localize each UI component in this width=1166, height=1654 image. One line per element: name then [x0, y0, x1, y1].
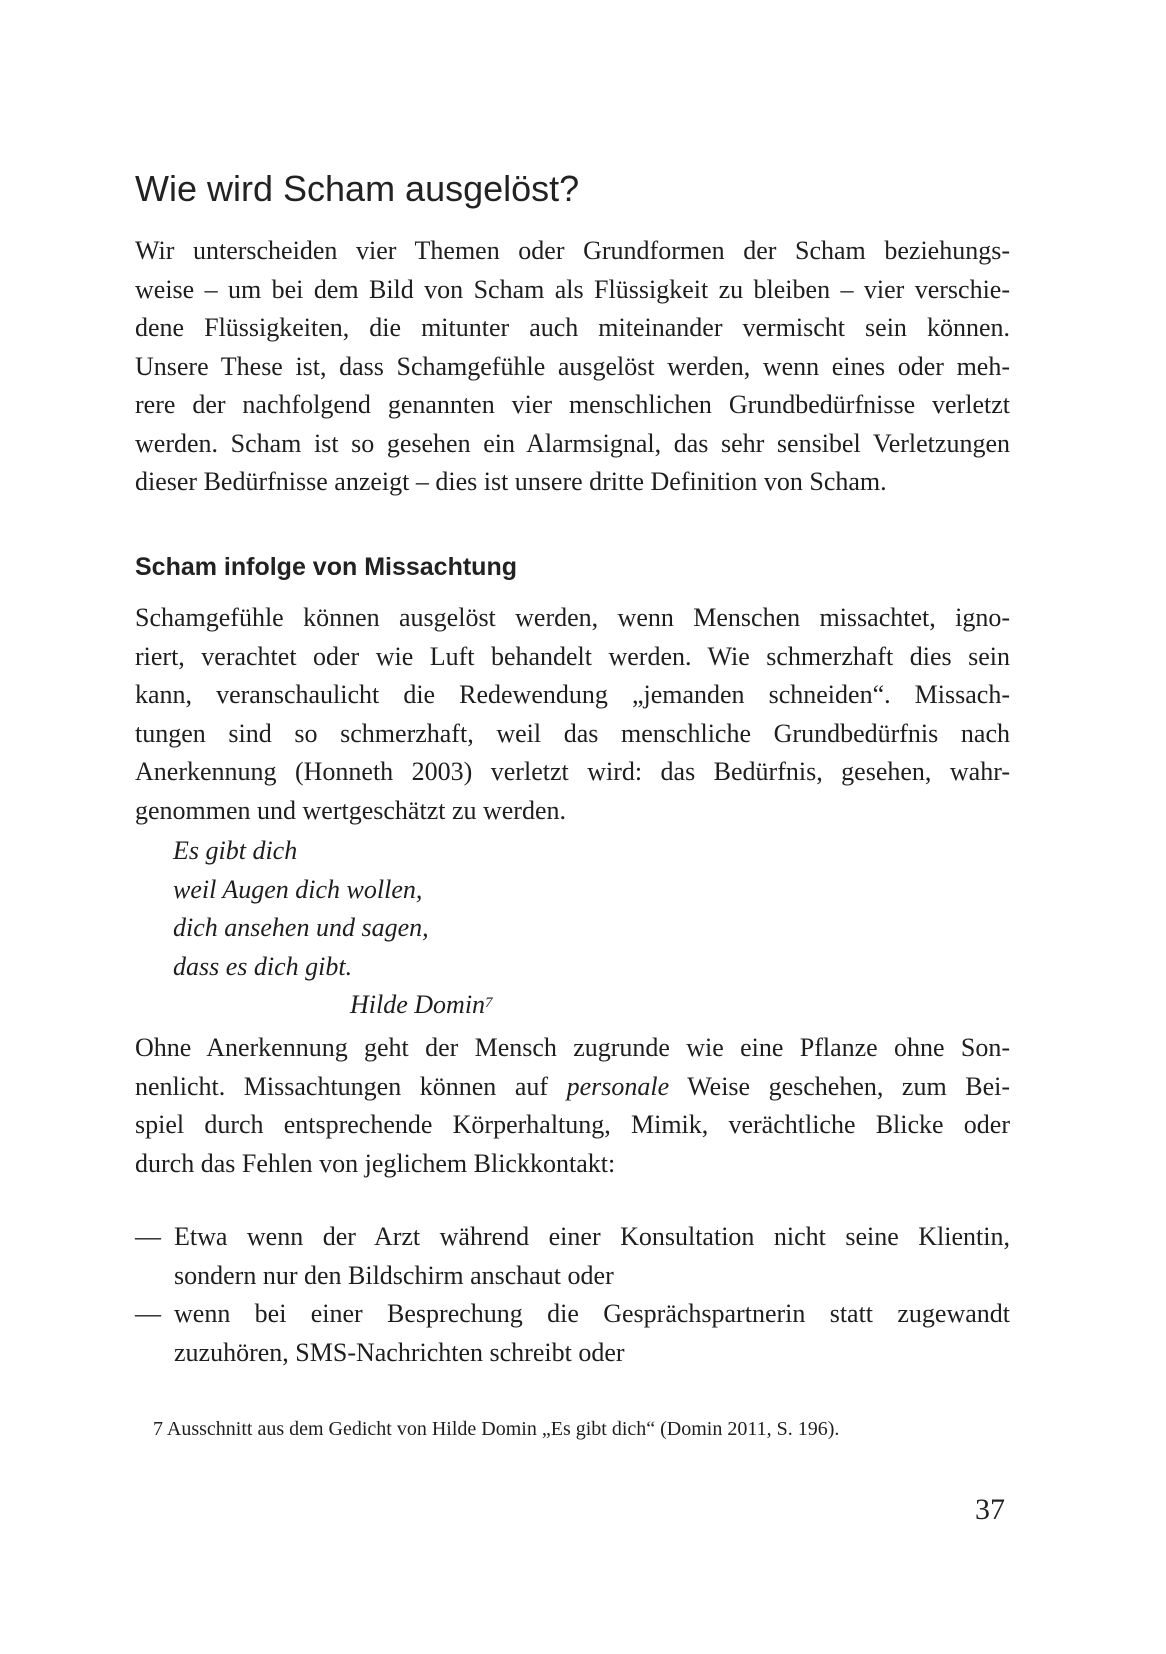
anerkennung-paragraph: [135, 1029, 1010, 1183]
text-line: dieser Bedürfnisse anzeigt – dies ist unsere dritte Definition von Scham.: [135, 467, 887, 496]
poem-line: weil Augen dich wollen,: [173, 874, 423, 904]
text-span: Weise geschehen, zum Bei-: [669, 1071, 1010, 1101]
poem-line: dass es dich gibt.: [173, 951, 353, 981]
footnote: 7 Ausschnitt aus dem Gedicht von Hilde Domin „Es gibt dich“ (Domin 2011, S. 196).: [153, 1418, 840, 1440]
text-line: riert, verachtet oder wie Luft behandelt werden. Wie schmerzhaft dies sein: [135, 641, 1010, 671]
text-line: sondern nur den Bildschirm anschaut oder: [174, 1260, 614, 1290]
dash-list: [135, 1218, 1010, 1372]
text-line: dene Flüssigkeiten, die mitunter auch miteinander vermischt sein können.: [135, 313, 1010, 342]
text-line: Ohne Anerkennung geht der Mensch zugrunde wie eine Pflanze ohne Son-: [135, 1033, 1010, 1062]
text-span: nenlicht. Missachtungen können auf: [135, 1071, 567, 1101]
page-number: 37: [975, 1493, 1005, 1526]
poem-quote: [173, 832, 493, 1025]
text-line: weise – um bei dem Bild von Scham als Flüssigkeit zu bleiben – vier verschie-: [135, 274, 1010, 304]
poem-line: Es gibt dich: [173, 836, 298, 865]
missachtung-paragraph: [135, 599, 1010, 830]
list-item: [135, 1218, 1010, 1295]
dash-bullet: —: [135, 1299, 161, 1328]
text-line: rere der nachfolgend genannten vier menschlichen Grundbedürfnisse verletzt: [135, 390, 1010, 419]
poem-author: [173, 986, 493, 1025]
text-line: Unsere These ist, dass Schamgefühle ausgelöst werden, wenn eines oder meh-: [135, 351, 1010, 381]
text-line: tungen sind so schmerzhaft, weil das menschliche Grundbedürfnis nach: [135, 718, 1010, 748]
list-item: [135, 1295, 1010, 1372]
subheading: Scham infolge von Missachtung: [135, 553, 517, 581]
text-line: werden. Scham ist so gesehen ein Alarmsignal, das sehr sensibel Verletzungen: [135, 428, 1010, 458]
text-line: zuzuhören, SMS-Nachrichten schreibt oder: [174, 1337, 625, 1367]
text-line: Wir unterscheiden vier Themen oder Grundformen der Scham beziehungs-: [135, 236, 1010, 265]
section-heading: Wie wird Scham ausgelöst?: [135, 168, 580, 209]
dash-bullet: —: [135, 1222, 161, 1251]
emphasis-personale: personale: [566, 1071, 670, 1101]
text-line: kann, veranschaulicht die Redewendung „jemanden schneiden“. Missach-: [135, 680, 1010, 709]
intro-paragraph: [135, 232, 1010, 502]
text-line: wenn bei einer Besprechung die Gesprächspartnerin statt zugewandt: [174, 1299, 1010, 1328]
text-line: Schamgefühle können ausgelöst werden, wenn Menschen missachtet, igno-: [135, 603, 1010, 632]
poem-line: dich ansehen und sagen,: [173, 913, 429, 942]
footnote-ref: 7: [485, 995, 493, 1011]
text-line: durch das Fehlen von jeglichem Blickkontakt:: [135, 1148, 616, 1178]
text-line: spiel durch entsprechende Körperhaltung, Mimik, verächtliche Blicke oder: [135, 1110, 1010, 1139]
text-line: [135, 1068, 1010, 1107]
text-line: Anerkennung (Honneth 2003) verletzt wird: das Bedürfnis, gesehen, wahr-: [135, 757, 1010, 786]
poem-author-name: Hilde Domin: [350, 990, 486, 1019]
text-line: Etwa wenn der Arzt während einer Konsultation nicht seine Klientin,: [174, 1222, 1010, 1251]
text-line: genommen und wertgeschätzt zu werden.: [135, 795, 567, 825]
